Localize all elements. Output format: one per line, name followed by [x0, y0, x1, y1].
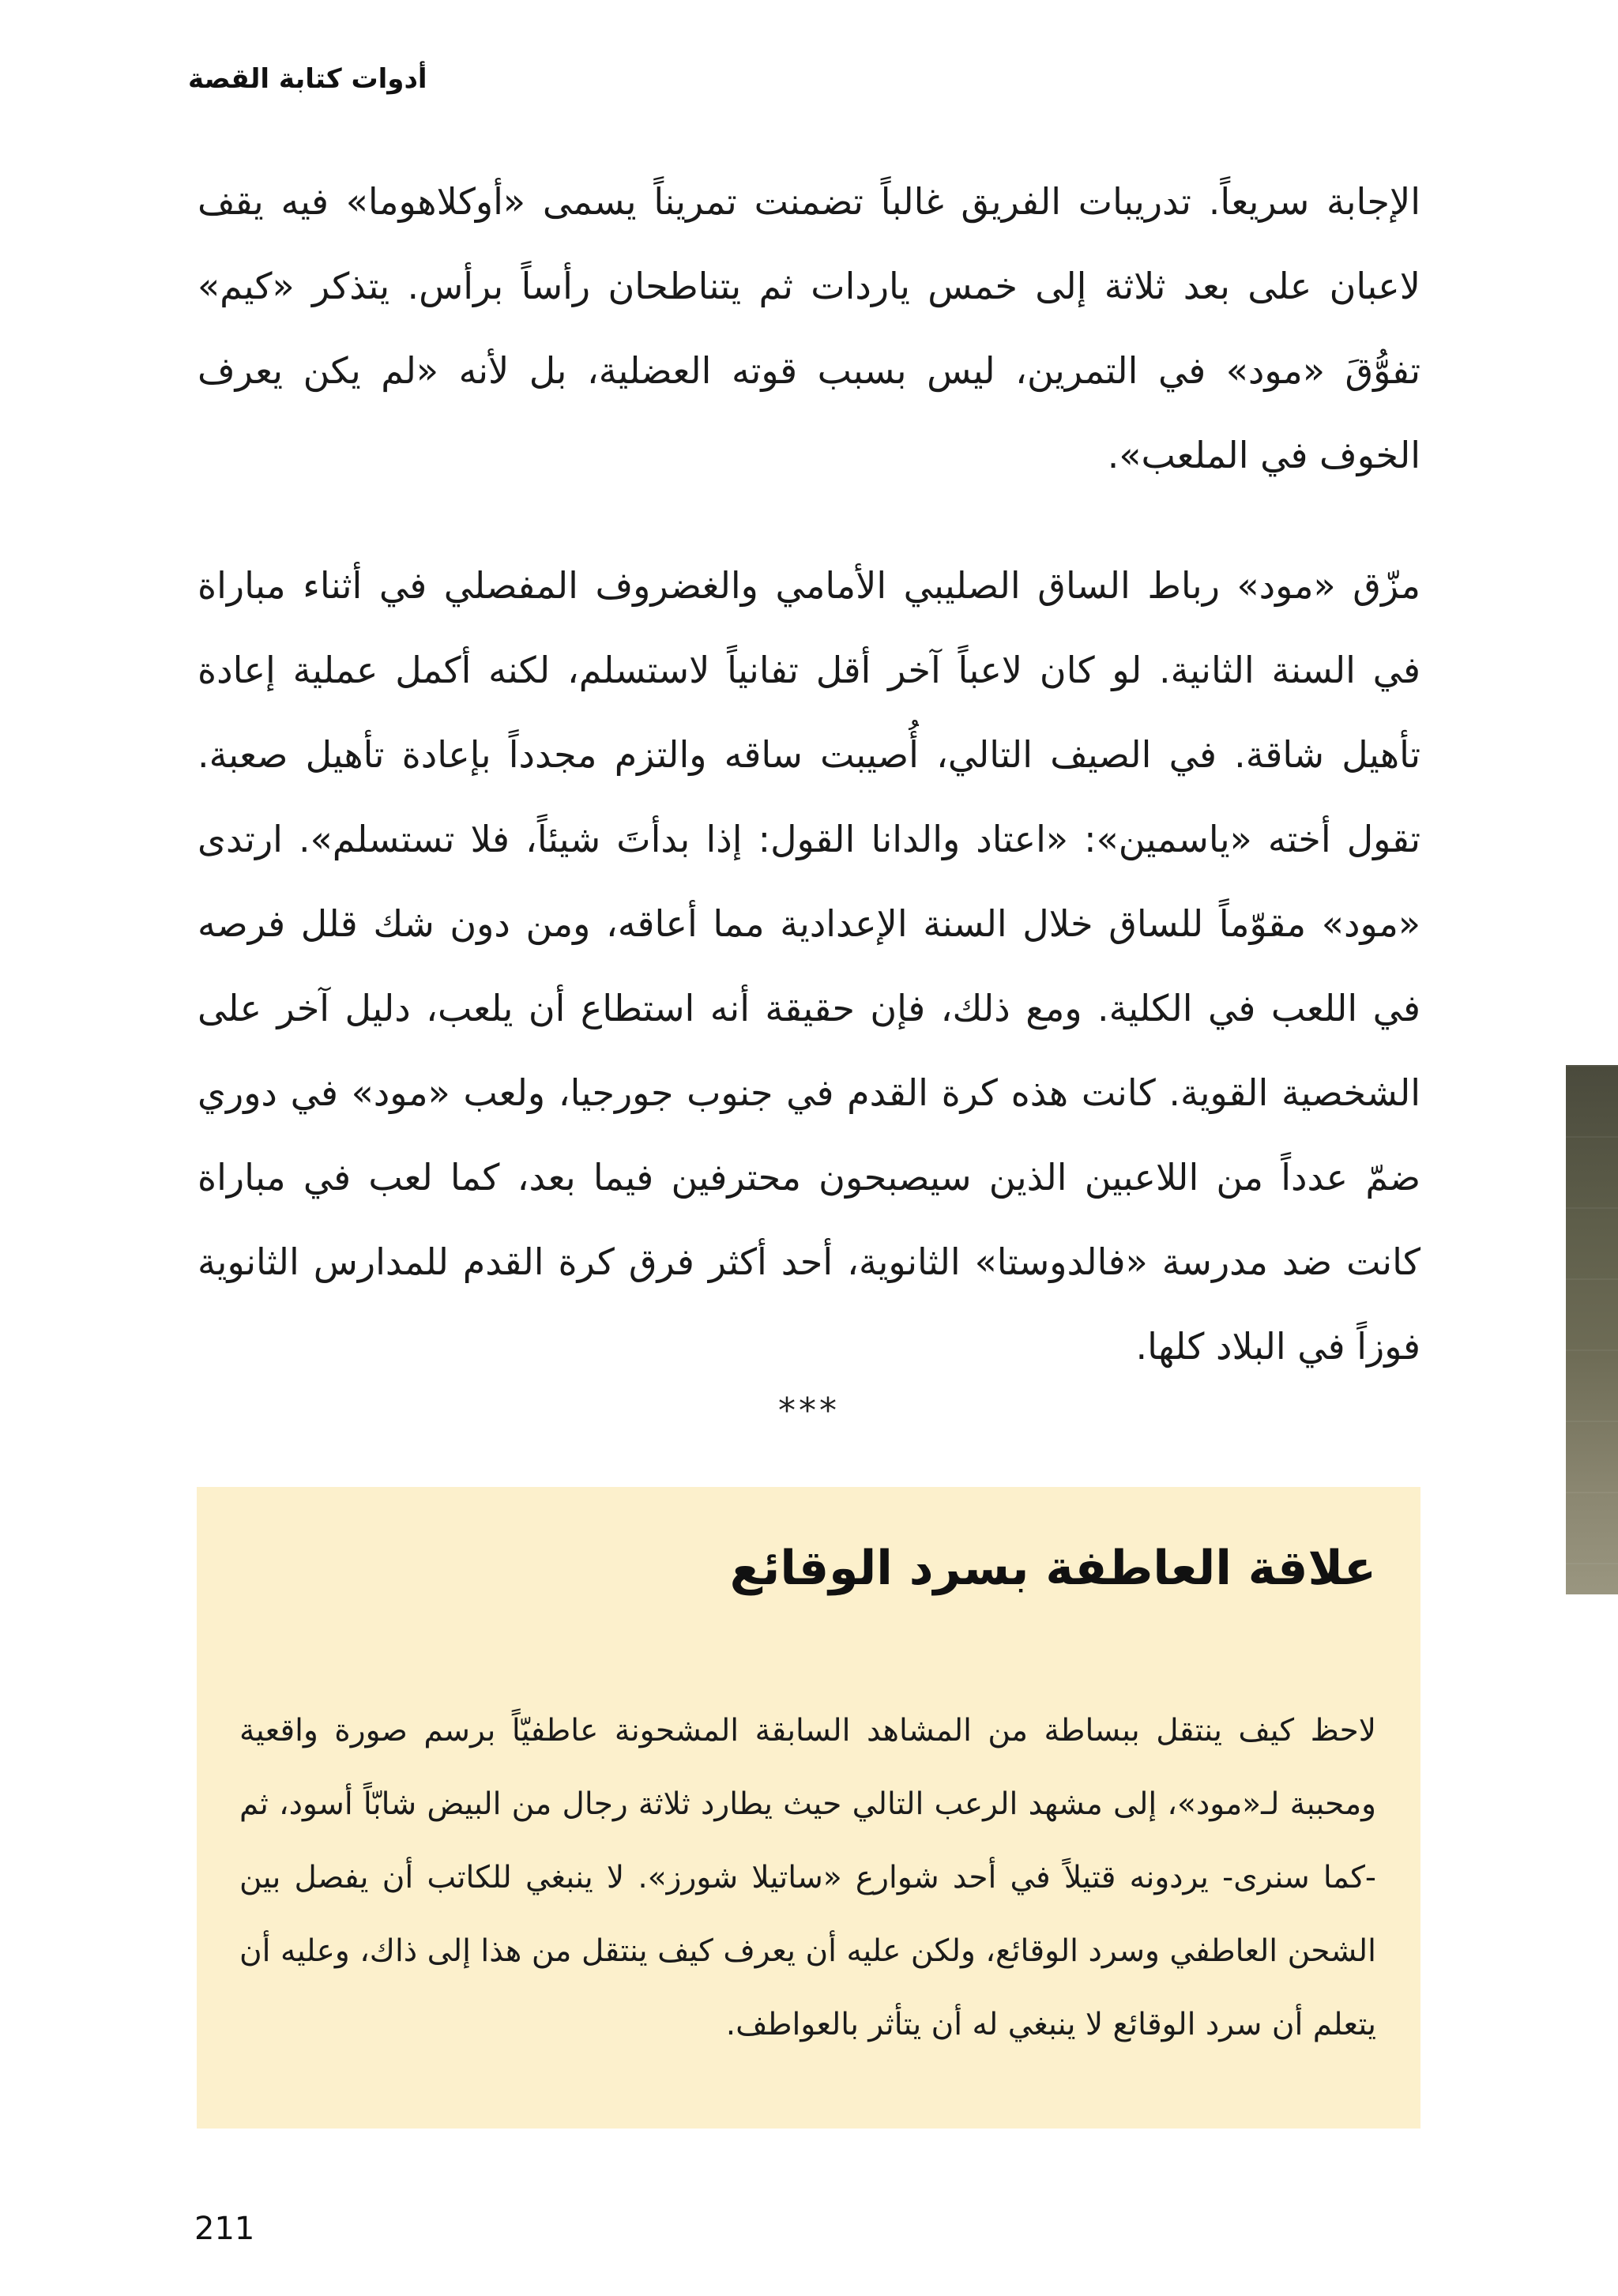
body-paragraph-1-text: الإجابة سريعاً. تدريبات الفريق غالباً تضمنت تمريناً يسمى «أوكلاهوما» فيه يقف لاعبان على بعد ثلاثة إلى خمس ياردات ثم يتناطحان رأساً برأس. يتذكر «كيم» تفوُّقَ «مود» في التمرين، ليس بسبب قوته العضلية، بل لأنه «لم يكن يعرف الخوف في الملعب». [198, 180, 1420, 476]
sidebar-title: علاقة العاطفة بسرد الوقائع [729, 1541, 1376, 1596]
body-paragraph-2-text: مزّق «مود» رباط الساق الصليبي الأمامي والغضروف المفصلي في أثناء مباراة في السنة الثانية. لو كان لاعباً آخر أقل تفانياً لاستسلم، لكنه أكمل عملية إعادة تأهيل شاقة. في الصيف التالي، أُصيبت ساقه والتزم مجدداً بإعادة تأهيل صعبة. تقول أخته «ياسمين»: «اعتاد والدانا القول: إذا بدأتَ شيئاً، فلا تستسلم». ارتدى «مود» مقوّماً للساق خلال السنة الإعدادية مما أعاقه، ومن دون شك قلل فرصه في اللعب في الكلية. ومع ذلك، فإن حقيقة أنه استطاع أن يلعب، دليل آخر على الشخصية القوية. كانت هذه كرة القدم في جنوب جورجيا، ولعب «مود» في دوري ضمّ عدداً من اللاعبين الذين سيصبحون محترفين فيما بعد، كما لعب في مباراة كانت ضد مدرسة «فالدوستا» الثانوية، أحد أكثر فرق كرة القدم للمدارس الثانوية فوزاً في البلاد كلها. [198, 564, 1420, 1368]
section-separator: *** [778, 1391, 840, 1431]
page-number: 211 [194, 2211, 255, 2247]
body-paragraph-1 [198, 160, 1420, 498]
sidebar-body [239, 1694, 1376, 2061]
sidebar-box [197, 1487, 1420, 2129]
edge-photo-fragment [1566, 1065, 1618, 1594]
running-header: أدوات كتابة القصة [188, 63, 427, 95]
sidebar-text: لاحظ كيف ينتقل ببساطة من المشاهد السابقة المشحونة عاطفيّاً برسم صورة واقعية ومحببة لـ«مود»، إلى مشهد الرعب التالي حيث يطارد ثلاثة رجال من البيض شابّاً أسود، ثم -كما سنرى- يردونه قتيلاً في أحد شوارع «ساتيلا شورز». لا ينبغي للكاتب أن يفصل بين الشحن العاطفي وسرد الوقائع، ولكن عليه أن يعرف كيف ينتقل من هذا إلى ذاك، وعليه أن يتعلم أن سرد الوقائع لا ينبغي له أن يتأثر بالعواطف. [239, 1713, 1376, 2042]
body-paragraph-2 [198, 544, 1420, 1389]
